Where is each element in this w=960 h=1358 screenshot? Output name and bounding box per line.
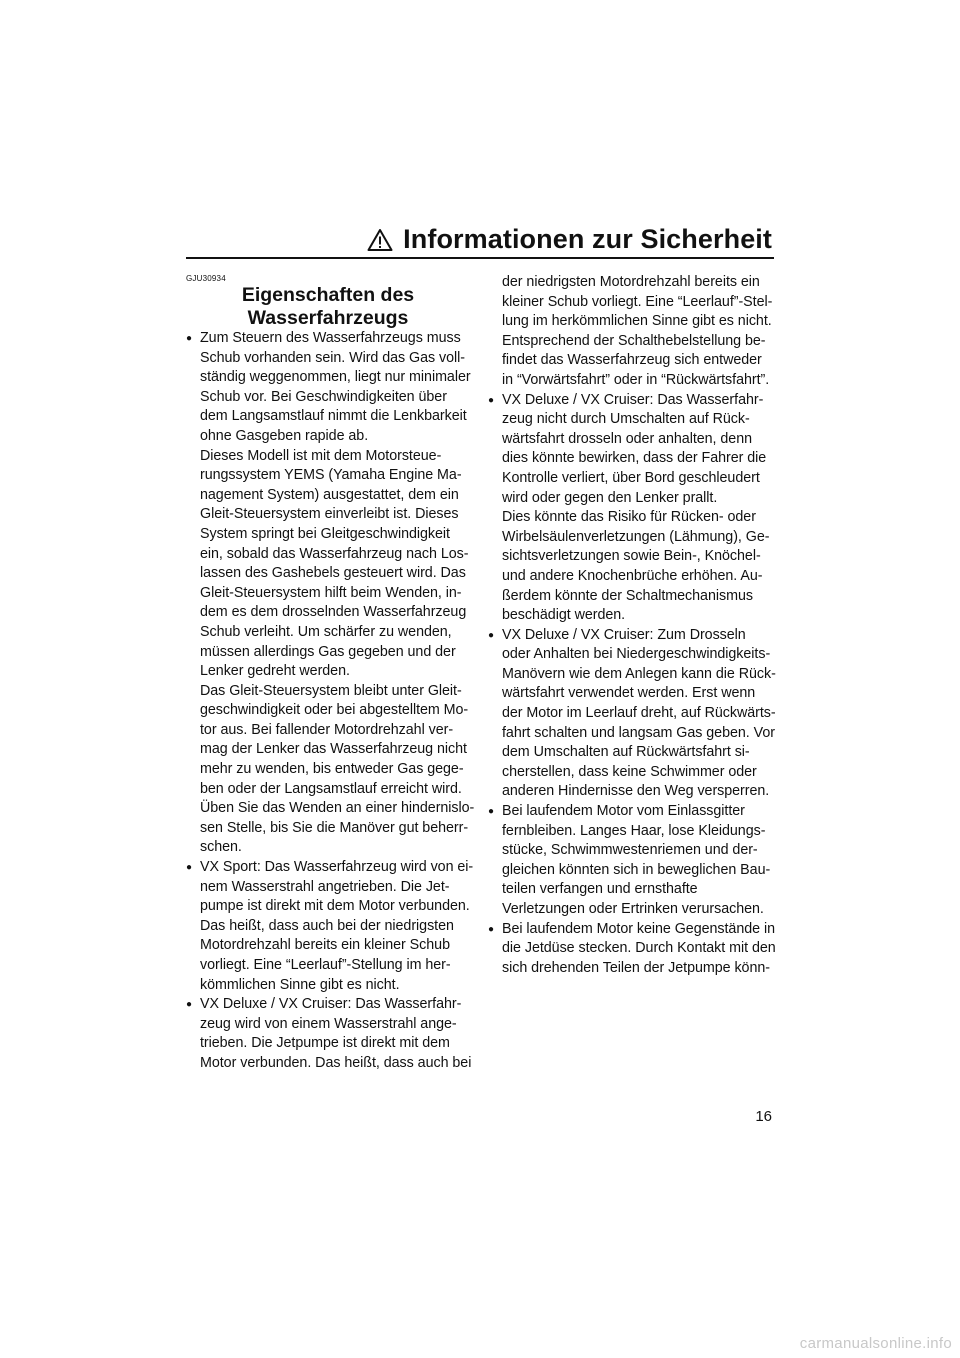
bullet-line: ● Bei laufendem Motor vom Einlassgitter — [488, 802, 778, 822]
section-title — [186, 284, 470, 330]
section-code: GJU30934 — [186, 274, 226, 283]
bullet-line: ● VX Sport: Das Wasserfahrzeug wird von ei- — [186, 858, 476, 878]
header-divider — [186, 257, 774, 259]
text-line: zeug wird von einem Wasserstrahl ange- — [200, 1015, 457, 1032]
text-line: und andere Knochenbrüche erhöhen. Au- — [502, 567, 763, 584]
text-line: Verletzungen oder Ertrinken verursachen. — [502, 901, 764, 917]
text-line: kleiner Schub vorliegt. Eine “Leerlauf”-Stel- — [502, 293, 773, 310]
text-line: Entsprechend der Schalthebelstellung be- — [502, 332, 766, 349]
text-line: Das heißt, dass auch bei der niedrigsten — [200, 917, 454, 934]
text-line: zeug nicht durch Umschalten auf Rück- — [502, 411, 750, 428]
text-line: sichtsverletzungen sowie Bein-, Knöchel- — [502, 548, 761, 565]
text-line: Dieses Modell ist mit dem Motorsteue- — [200, 447, 442, 464]
text-line: mehr zu wenden, bis entweder Gas gege- — [200, 761, 464, 778]
text-line: cherstellen, dass keine Schwimmer oder — [502, 763, 757, 780]
text-line: die Jetdüse stecken. Durch Kontakt mit den — [502, 940, 776, 957]
text-line: Motordrehzahl bereits ein kleiner Schub — [200, 937, 450, 954]
text-line: beschädigt werden. — [502, 607, 626, 624]
text-line: Motor verbunden. Das heißt, dass auch bei — [200, 1054, 472, 1071]
section-title-line-2: Wasserfahrzeugs — [247, 307, 409, 329]
header-title-text: Informationen zur Sicherheit — [403, 224, 772, 254]
text-line: ben oder der Langsamstlauf erreicht wird. — [200, 780, 462, 797]
text-line: geschwindigkeit oder bei abgestelltem Mo- — [200, 702, 469, 719]
text-line: findet das Wasserfahrzeug sich entweder — [502, 352, 762, 369]
right-text-column — [488, 273, 778, 978]
text-line: stücke, Schwimmwestenriemen und der- — [502, 842, 758, 859]
text-line: dies könnte bewirken, dass der Fahrer die — [502, 450, 767, 467]
text-line: Manövern wie dem Anlegen kann die Rück- — [502, 665, 776, 682]
text-line: Kontrolle verliert, über Bord geschleudert — [502, 469, 760, 486]
text-line: schen. — [200, 839, 242, 856]
text-line: anderen Hindernisse den Weg versperren. — [502, 783, 770, 800]
text-line: sich drehenden Teilen der Jetpumpe könn- — [502, 959, 770, 976]
text-line: gleichen könnten sich in beweglichen Bau- — [502, 861, 771, 878]
text-line: trieben. Die Jetpumpe ist direkt mit dem — [200, 1035, 450, 1052]
text-line: vorliegt. Eine “Leerlauf”-Stellung im her- — [200, 957, 451, 973]
text-line: ständig weggenommen, liegt nur minimaler — [200, 369, 471, 386]
page-header-title — [367, 224, 772, 255]
text-line: müssen allerdings Gas gegeben und der — [200, 643, 456, 660]
text-line: in “Vorwärtsfahrt” oder in “Rückwärtsfahrt”. — [502, 371, 770, 388]
text-line: Schub verleiht. Um schärfer zu wenden, — [200, 623, 452, 640]
text-line: System springt bei Gleitgeschwindigkeit — [200, 525, 450, 542]
left-text-column — [186, 329, 476, 1074]
text-line: mag der Lenker das Wasserfahrzeug nicht — [200, 741, 467, 758]
text-line: ßerdem könnte der Schaltmechanismus — [502, 587, 753, 604]
bullet-line: ● VX Deluxe / VX Cruiser: Zum Drosseln — [488, 626, 778, 646]
text-line: wärtsfahrt verwendet werden. Erst wenn — [502, 685, 756, 702]
text-line: rungssystem YEMS (Yamaha Engine Ma- — [200, 467, 462, 484]
text-line: Lenker gedreht werden. — [200, 663, 350, 680]
text-line: nagement System) ausgestattet, dem ein — [200, 486, 459, 503]
bullet-line: ● Bei laufendem Motor keine Gegenstände in — [488, 920, 778, 940]
text-line: fernbleiben. Langes Haar, lose Kleidungs- — [502, 822, 766, 839]
watermark: carmanualsonline.info — [799, 1335, 952, 1352]
text-line: Wirbelsäulenverletzungen (Lähmung), Ge- — [502, 528, 770, 545]
section-title-line-1: Eigenschaften des — [241, 284, 415, 306]
text-line: pumpe ist direkt mit dem Motor verbunden. — [200, 898, 470, 915]
text-line: wärtsfahrt drosseln oder anhalten, denn — [502, 430, 752, 447]
warning-triangle-icon — [367, 228, 393, 252]
text-line: sen Stelle, bis Sie die Manöver gut beherr- — [200, 819, 469, 836]
text-line: ein, sobald das Wasserfahrzeug nach Los- — [200, 545, 469, 562]
text-line: Das Gleit-Steuersystem bleibt unter Gleit- — [200, 682, 462, 699]
text-line: dem es dem drosselnden Wasserfahrzeug — [200, 604, 467, 621]
text-line: wird oder gegen den Lenker prallt. — [502, 489, 718, 506]
text-line: nem Wasserstrahl angetrieben. Die Jet- — [200, 878, 450, 895]
text-line: Gleit-Steuersystem einverleibt ist. Dieses — [200, 506, 459, 523]
text-line: lassen des Gashebels gesteuert wird. Das — [200, 565, 466, 582]
bullet-line: ● Zum Steuern des Wasserfahrzeugs muss — [186, 329, 476, 349]
bullet-line: ● VX Deluxe / VX Cruiser: Das Wasserfahr- — [488, 391, 778, 411]
text-line: Gleit-Steuersystem hilft beim Wenden, in- — [200, 584, 462, 601]
text-line: kömmlichen Sinne gibt es nicht. — [200, 976, 400, 993]
text-line: teilen verfangen und ernsthafte — [502, 881, 698, 898]
text-line: Üben Sie das Wenden an einer hindernislo- — [200, 800, 475, 817]
text-line: Schub vor. Bei Geschwindigkeiten über — [200, 388, 447, 405]
text-line: dem Umschalten auf Rückwärtsfahrt si- — [502, 744, 750, 761]
text-line: tor aus. Bei fallender Motordrehzahl ver- — [200, 721, 454, 738]
text-line: dem Langsamstlauf nimmt die Lenkbarkeit — [200, 408, 467, 425]
page-number: 16 — [755, 1108, 772, 1125]
text-line: ohne Gasgeben rapide ab. — [200, 427, 369, 444]
text-line: oder Anhalten bei Niedergeschwindigkeits- — [502, 646, 771, 663]
text-line: Schub vorhanden sein. Wird das Gas voll- — [200, 349, 466, 366]
text-line: der Motor im Leerlauf dreht, auf Rückwärts- — [502, 705, 776, 722]
text-line: Dies könnte das Risiko für Rücken- oder — [502, 509, 756, 526]
text-line: fahrt schalten und langsam Gas geben. Vor — [502, 724, 775, 741]
text-line: der niedrigsten Motordrehzahl bereits ein — [502, 274, 760, 290]
bullet-line: ● VX Deluxe / VX Cruiser: Das Wasserfahr- — [186, 995, 476, 1015]
text-line: lung im herkömmlichen Sinne gibt es nicht. — [502, 313, 772, 330]
